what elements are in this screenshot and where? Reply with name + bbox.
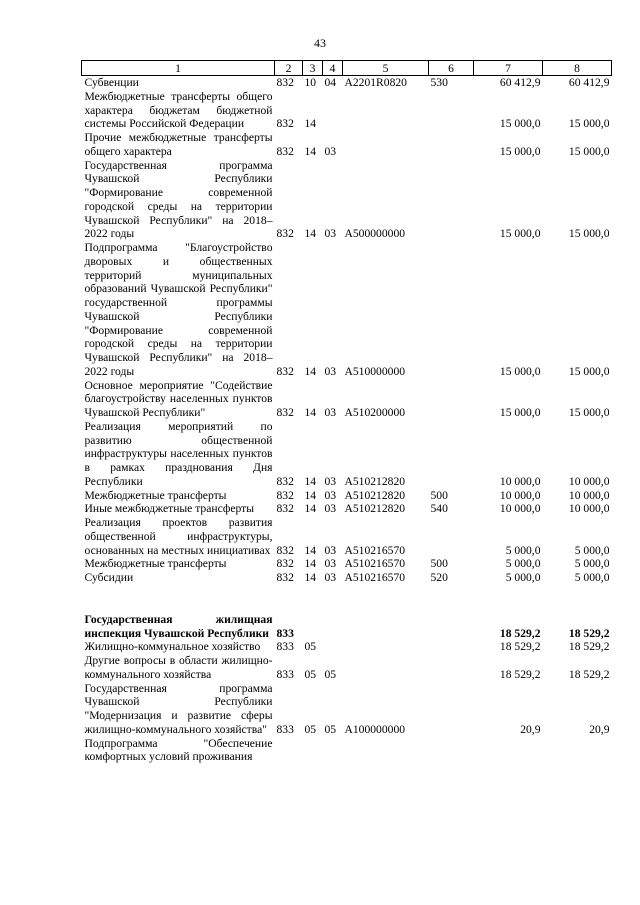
- row-code-cell: 832: [276, 144, 294, 158]
- table-row: [82, 640, 612, 654]
- row-target-article-cell: [343, 131, 429, 159]
- header-cell-8: 8: [543, 61, 612, 76]
- row-amount-1-cell: 18 529,2: [499, 626, 541, 640]
- header-cell-4: 4: [323, 61, 343, 76]
- row-name-cell: Государственная жилищная инспекция Чувашской Республики: [84, 612, 273, 640]
- row-section-cell: 14: [304, 571, 317, 584]
- row-name-cell: Государственная программа Чувашской Республики "Формирование современной городской среды на территории Чувашской Республики" на 2018–2022 годы: [84, 158, 273, 241]
- row-code-cell: [275, 737, 303, 765]
- row-expense-type-cell: [429, 420, 474, 489]
- row-amount-1-cell: 5 000,0: [505, 557, 541, 571]
- table-row: [82, 613, 612, 641]
- row-amount-2-cell: 10 000,0: [568, 488, 610, 502]
- row-subsection-cell: 04: [324, 76, 337, 89]
- row-expense-type-cell: 520: [430, 571, 448, 584]
- row-amount-1-cell: 10 000,0: [499, 474, 541, 488]
- row-expense-type-cell: [429, 654, 474, 682]
- row-subsection-cell: [323, 737, 343, 765]
- row-amount-2-cell: 5 000,0: [574, 543, 610, 557]
- row-subsection-cell: 03: [324, 227, 337, 241]
- row-amount-1-cell: 10 000,0: [499, 502, 541, 516]
- row-code-cell: 833: [276, 722, 294, 736]
- row-expense-type-cell: [429, 90, 474, 131]
- row-amount-2-cell: [543, 737, 612, 765]
- row-subsection-cell: 03: [324, 571, 337, 584]
- table-row: [82, 131, 612, 159]
- row-section-cell: 14: [304, 117, 317, 131]
- row-expense-type-cell: [429, 613, 474, 641]
- row-amount-2-cell: 5 000,0: [574, 571, 610, 584]
- row-target-article-cell: [343, 640, 429, 654]
- row-amount-1-cell: 10 000,0: [499, 488, 541, 502]
- row-subsection-cell: 03: [324, 557, 337, 571]
- row-amount-2-cell: 10 000,0: [568, 474, 610, 488]
- row-target-article-cell: A510200000: [344, 406, 406, 419]
- row-subsection-cell: [323, 640, 343, 654]
- row-section-cell: 14: [304, 227, 317, 241]
- row-amount-2-cell: 10 000,0: [568, 502, 610, 516]
- row-section-cell: 10: [304, 76, 317, 89]
- table-row: [82, 502, 612, 516]
- table-header-row: [82, 61, 612, 76]
- row-amount-1-cell: 15 000,0: [499, 406, 541, 419]
- table-row: [82, 420, 612, 489]
- row-section-cell: [303, 737, 323, 765]
- header-cell-5: 5: [343, 61, 429, 76]
- header-cell-1: 1: [82, 61, 275, 76]
- row-amount-2-cell: 15 000,0: [568, 117, 610, 131]
- row-subsection-cell: [323, 613, 343, 641]
- row-code-cell: 832: [276, 364, 294, 378]
- row-amount-1-cell: 5 000,0: [505, 543, 541, 557]
- row-target-article-cell: A2201R0820: [344, 76, 407, 89]
- row-expense-type-cell: [429, 516, 474, 557]
- row-amount-2-cell: 18 529,2: [568, 640, 610, 654]
- row-expense-type-cell: 530: [430, 76, 448, 89]
- row-code-cell: 832: [276, 571, 294, 584]
- row-code-cell: 833: [276, 667, 294, 681]
- row-name-cell: Реализация мероприятий по развитию общественной инфраструктуры населенных пунктов в рамках празднования Дня Республики: [84, 419, 273, 488]
- row-expense-type-cell: [429, 737, 474, 765]
- row-amount-2-cell: 5 000,0: [574, 557, 610, 571]
- table-row: [82, 737, 612, 765]
- row-amount-2-cell: 15 000,0: [568, 144, 610, 158]
- row-subsection-cell: 03: [324, 364, 337, 378]
- row-name-cell: Основное мероприятие "Содействие благоустройству населенных пунктов Чувашской Республики": [84, 378, 273, 419]
- row-name-cell: Подпрограмма "Благоустройство дворовых и общественных территорий муниципальных образований Чувашской Республики" государственной программы Чувашской Республики "Формирование современной городской среды на территории Чувашской Республики" на 2018–2022 годы: [84, 241, 273, 378]
- spacer-row: [82, 585, 612, 613]
- row-expense-type-cell: [429, 379, 474, 420]
- row-target-article-cell: [343, 613, 429, 641]
- table-row: [82, 76, 612, 90]
- row-amount-2-cell: 20,9: [589, 722, 610, 736]
- table-row: [82, 654, 612, 682]
- row-code-cell: 832: [276, 502, 294, 516]
- row-section-cell: [303, 613, 323, 641]
- row-name-cell: Подпрограмма "Обеспечение комфортных условий проживания: [84, 736, 273, 764]
- row-amount-2-cell: 15 000,0: [568, 364, 610, 378]
- row-code-cell: 832: [276, 557, 294, 571]
- table-row: [82, 489, 612, 503]
- row-name-cell: Межбюджетные трансферты: [84, 488, 227, 502]
- row-target-article-cell: A510212820: [344, 474, 406, 488]
- row-section-cell: 05: [304, 640, 317, 654]
- row-section-cell: 14: [304, 474, 317, 488]
- row-name-cell: Прочие межбюджетные трансферты общего характера: [84, 131, 273, 158]
- row-section-cell: 14: [304, 557, 317, 571]
- row-section-cell: 14: [304, 406, 317, 419]
- row-target-article-cell: A500000000: [344, 227, 406, 241]
- row-subsection-cell: 05: [324, 667, 337, 681]
- row-section-cell: 14: [304, 364, 317, 378]
- table-row: [82, 90, 612, 131]
- table-row: [82, 682, 612, 737]
- table-row: [82, 379, 612, 420]
- row-section-cell: 14: [304, 144, 317, 158]
- table-row: [82, 516, 612, 557]
- row-name-cell: Субвенции: [84, 76, 139, 89]
- row-amount-1-cell: 20,9: [520, 722, 541, 736]
- table-row: [82, 159, 612, 242]
- header-cell-6: 6: [429, 61, 474, 76]
- row-expense-type-cell: [429, 159, 474, 242]
- row-expense-type-cell: 500: [430, 488, 448, 502]
- table-body: [82, 76, 612, 765]
- row-subsection-cell: 03: [324, 488, 337, 502]
- row-name-cell: Жилищно-коммунальное хозяйство: [84, 640, 261, 654]
- row-code-cell: 832: [276, 76, 294, 89]
- row-target-article-cell: A510216570: [344, 543, 406, 557]
- row-section-cell: 14: [304, 488, 317, 502]
- row-name-cell: Другие вопросы в области жилищно-коммунального хозяйства: [84, 654, 273, 681]
- row-expense-type-cell: 500: [430, 557, 448, 571]
- budget-table: [81, 60, 612, 764]
- table-row: [82, 571, 612, 585]
- row-subsection-cell: 03: [324, 144, 337, 158]
- row-name-cell: Субсидии: [84, 571, 134, 584]
- row-amount-1-cell: 18 529,2: [499, 667, 541, 681]
- row-subsection-cell: 03: [324, 543, 337, 557]
- row-amount-2-cell: 18 529,2: [568, 667, 610, 681]
- row-target-article-cell: A510216570: [344, 571, 406, 584]
- spacer-cell: [82, 585, 612, 613]
- row-amount-2-cell: 15 000,0: [568, 227, 610, 241]
- header-cell-2: 2: [275, 61, 303, 76]
- row-target-article-cell: A510212820: [344, 502, 406, 516]
- row-subsection-cell: 03: [324, 406, 337, 419]
- row-code-cell: 832: [276, 406, 294, 419]
- row-target-article-cell: A100000000: [344, 722, 406, 736]
- row-code-cell: 832: [276, 227, 294, 241]
- row-target-article-cell: [343, 654, 429, 682]
- row-code-cell: 833: [276, 626, 294, 640]
- row-subsection-cell: [323, 90, 343, 131]
- row-target-article-cell: A510000000: [344, 364, 406, 378]
- row-name-cell: Межбюджетные трансферты общего характера бюджетам бюджетной системы Российской Федерации: [84, 89, 273, 131]
- row-amount-1-cell: 15 000,0: [499, 227, 541, 241]
- row-code-cell: 833: [276, 640, 294, 654]
- row-amount-1-cell: 15 000,0: [499, 364, 541, 378]
- row-subsection-cell: 05: [324, 722, 337, 736]
- row-name-cell: Иные межбюджетные трансферты: [84, 502, 255, 516]
- table-row: [82, 557, 612, 571]
- row-expense-type-cell: [429, 131, 474, 159]
- row-expense-type-cell: [429, 241, 474, 379]
- row-subsection-cell: 03: [324, 474, 337, 488]
- row-name-cell: Межбюджетные трансферты: [84, 557, 227, 571]
- row-amount-1-cell: 15 000,0: [499, 117, 541, 131]
- row-name-cell: Реализация проектов развития общественной инфраструктуры, основанных на местных инициативах: [84, 516, 273, 557]
- table-row: [82, 241, 612, 379]
- row-target-article-cell: A510212820: [344, 488, 406, 502]
- row-section-cell: 14: [304, 502, 317, 516]
- row-section-cell: 05: [304, 722, 317, 736]
- row-amount-1-cell: 18 529,2: [499, 640, 541, 654]
- row-amount-2-cell: 60 412,9: [568, 76, 610, 89]
- row-subsection-cell: 03: [324, 502, 337, 516]
- header-cell-3: 3: [303, 61, 323, 76]
- row-amount-1-cell: 15 000,0: [499, 144, 541, 158]
- row-amount-1-cell: 5 000,0: [505, 571, 541, 584]
- row-code-cell: 832: [276, 474, 294, 488]
- row-amount-1-cell: 60 412,9: [499, 76, 541, 89]
- row-code-cell: 832: [276, 117, 294, 131]
- row-code-cell: 832: [276, 543, 294, 557]
- row-amount-1-cell: [474, 737, 543, 765]
- row-target-article-cell: [343, 737, 429, 765]
- header-cell-7: 7: [474, 61, 543, 76]
- row-code-cell: 832: [276, 488, 294, 502]
- row-expense-type-cell: 540: [430, 502, 448, 516]
- row-target-article-cell: A510216570: [344, 557, 406, 571]
- row-amount-2-cell: 18 529,2: [568, 626, 610, 640]
- row-target-article-cell: [343, 90, 429, 131]
- row-expense-type-cell: [429, 682, 474, 737]
- row-section-cell: 05: [304, 667, 317, 681]
- page-number: 43: [314, 36, 326, 50]
- row-expense-type-cell: [429, 640, 474, 654]
- row-amount-2-cell: 15 000,0: [568, 406, 610, 419]
- row-name-cell: Государственная программа Чувашской Республики "Модернизация и развитие сферы жилищно-коммунального хозяйства": [84, 681, 273, 736]
- row-section-cell: 14: [304, 543, 317, 557]
